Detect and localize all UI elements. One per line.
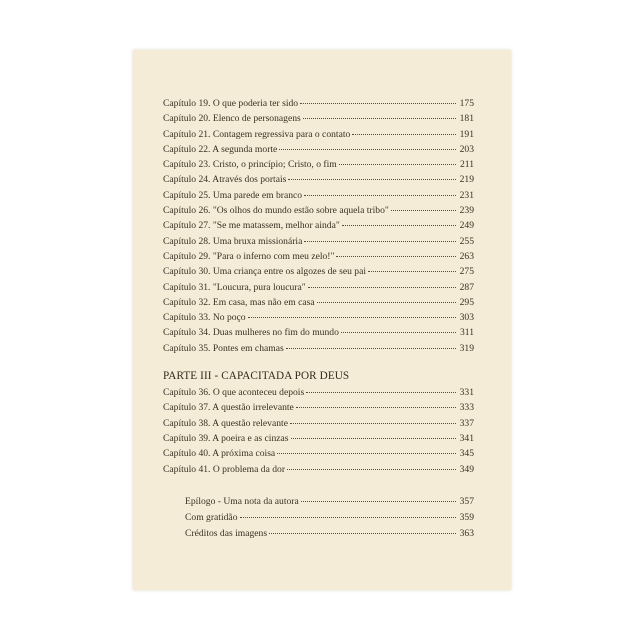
toc-entry-page-number: 203 xyxy=(459,143,474,155)
toc-entry-title: Capítulo 32. Em casa, mas não em casa xyxy=(163,296,315,308)
toc-entry-page-number: 349 xyxy=(459,463,474,475)
dot-leader xyxy=(288,178,456,180)
toc-entry-page-number: 331 xyxy=(459,387,474,399)
chapter-list-part3 xyxy=(163,385,474,477)
dot-leader xyxy=(339,163,456,165)
dot-leader xyxy=(286,347,456,349)
toc-entry xyxy=(163,218,474,233)
toc-entry-title: Capítulo 35. Pontes em chamas xyxy=(163,342,284,354)
toc-entry xyxy=(163,400,474,415)
toc-entry-title: Capítulo 34. Duas mulheres no fim do mundo xyxy=(163,327,339,339)
table-of-contents xyxy=(163,96,474,542)
chapter-list-part2 xyxy=(163,96,474,356)
dot-leader xyxy=(317,301,456,303)
toc-entry-title: Capítulo 26. "Os olhos do mundo estão sobre aquela tribo" xyxy=(163,205,389,217)
toc-entry-page-number: 181 xyxy=(459,113,474,125)
toc-entry-title: Créditos das imagens xyxy=(185,527,268,539)
toc-entry-title: Capítulo 41. O problema da dor xyxy=(163,463,286,475)
toc-entry-page-number: 311 xyxy=(459,327,474,339)
toc-entry xyxy=(163,446,474,461)
toc-entry-page-number: 211 xyxy=(459,159,474,171)
toc-entry xyxy=(163,416,474,431)
toc-entry-page-number: 341 xyxy=(459,432,474,444)
dot-leader xyxy=(336,255,456,257)
toc-entry-page-number: 275 xyxy=(459,266,474,278)
toc-entry-page-number: 263 xyxy=(459,250,474,262)
toc-entry-page-number: 295 xyxy=(459,296,474,308)
toc-entry-title: Capítulo 20. Elenco de personagens xyxy=(163,113,301,125)
toc-entry xyxy=(163,310,474,325)
toc-entry-title: Capítulo 33. No poço xyxy=(163,312,246,324)
dot-leader xyxy=(352,133,456,135)
dot-leader xyxy=(308,286,456,288)
toc-entry-title: Capítulo 21. Contagem regressiva para o contato xyxy=(163,128,351,140)
toc-entry-page-number: 191 xyxy=(459,128,474,140)
toc-entry xyxy=(163,462,474,477)
toc-entry-page-number: 333 xyxy=(459,402,474,414)
toc-entry xyxy=(163,280,474,295)
dot-leader xyxy=(248,316,456,318)
toc-entry xyxy=(163,157,474,172)
toc-entry-page-number: 255 xyxy=(459,235,474,247)
dot-leader xyxy=(306,391,456,393)
toc-entry-title: Capítulo 19. O que poderia ter sido xyxy=(163,98,299,109)
dot-leader xyxy=(368,270,456,272)
toc-entry-title: Capítulo 39. A poeira e as cinzas xyxy=(163,432,289,444)
part-heading: PARTE III - CAPACITADA POR DEUS xyxy=(163,370,350,383)
toc-entry xyxy=(163,142,474,157)
toc-entry-title: Capítulo 27. "Se me matassem, melhor ainda" xyxy=(163,220,340,232)
toc-entry xyxy=(163,127,474,142)
toc-entry-page-number: 345 xyxy=(459,448,474,460)
toc-entry-title: Epílogo - Uma nota da autora xyxy=(185,495,299,507)
toc-entry-title: Capítulo 37. A questão irrelevante xyxy=(163,402,294,414)
toc-entry-page-number: 319 xyxy=(459,342,474,354)
toc-entry xyxy=(163,325,474,340)
toc-entry xyxy=(163,234,474,249)
dot-leader xyxy=(342,224,456,226)
toc-entry xyxy=(163,203,474,218)
dot-leader xyxy=(296,406,456,408)
toc-entry-title: Capítulo 25. Uma parede em branco xyxy=(163,189,303,201)
toc-entry-title: Capítulo 31. "Loucura, pura loucura" xyxy=(163,281,306,293)
toc-entry-page-number: 219 xyxy=(459,174,474,186)
dot-leader xyxy=(341,331,456,333)
toc-entry-title: Capítulo 36. O que aconteceu depois xyxy=(163,387,305,399)
dot-leader xyxy=(240,516,457,518)
toc-entry xyxy=(185,526,474,542)
dot-leader xyxy=(303,117,456,119)
toc-entry-page-number: 175 xyxy=(459,98,474,109)
toc-entry xyxy=(163,341,474,356)
toc-entry xyxy=(185,510,474,526)
toc-entry-title: Capítulo 40. A próxima coisa xyxy=(163,448,276,460)
toc-entry xyxy=(163,172,474,187)
dot-leader xyxy=(304,240,456,242)
toc-entry-title: Capítulo 29. "Para o inferno com meu zelo!" xyxy=(163,250,335,262)
dot-leader xyxy=(287,468,456,470)
toc-entry xyxy=(163,295,474,310)
dot-leader xyxy=(277,452,456,454)
toc-entry-title: Capítulo 30. Uma criança entre os algozes de seu pai xyxy=(163,266,366,278)
toc-entry-title: Capítulo 24. Através dos portais xyxy=(163,174,287,186)
dot-leader xyxy=(391,209,456,211)
toc-entry-title: Capítulo 22. A segunda morte xyxy=(163,143,278,155)
dot-leader xyxy=(300,102,456,104)
dot-leader xyxy=(269,532,456,534)
toc-entry-page-number: 287 xyxy=(459,281,474,293)
dot-leader xyxy=(301,500,456,502)
toc-entry xyxy=(163,431,474,446)
toc-entry-page-number: 357 xyxy=(459,495,474,507)
toc-entry-page-number: 249 xyxy=(459,220,474,232)
toc-entry-title: Capítulo 28. Uma bruxa missionária xyxy=(163,235,303,247)
toc-entry xyxy=(163,111,474,126)
toc-entry-page-number: 359 xyxy=(459,511,474,523)
toc-entry-page-number: 231 xyxy=(459,189,474,201)
toc-entry-title: Com gratidão xyxy=(185,511,238,523)
toc-entry-page-number: 239 xyxy=(459,205,474,217)
toc-entry-page-number: 303 xyxy=(459,312,474,324)
dot-leader xyxy=(279,148,456,150)
dot-leader xyxy=(304,194,456,196)
toc-entry-title: Capítulo 23. Cristo, o princípio; Cristo, o fim xyxy=(163,159,337,171)
toc-entry xyxy=(185,494,474,510)
toc-entry xyxy=(163,385,474,400)
toc-entry-title: Capítulo 38. A questão relevante xyxy=(163,417,288,429)
toc-entry xyxy=(163,188,474,203)
toc-entry-page-number: 337 xyxy=(459,417,474,429)
dot-leader xyxy=(291,437,457,439)
toc-entry xyxy=(163,249,474,264)
back-matter-list xyxy=(163,494,474,542)
toc-entry-page-number: 363 xyxy=(459,527,474,539)
toc-entry xyxy=(163,96,474,111)
toc-entry xyxy=(163,264,474,279)
dot-leader xyxy=(290,422,456,424)
